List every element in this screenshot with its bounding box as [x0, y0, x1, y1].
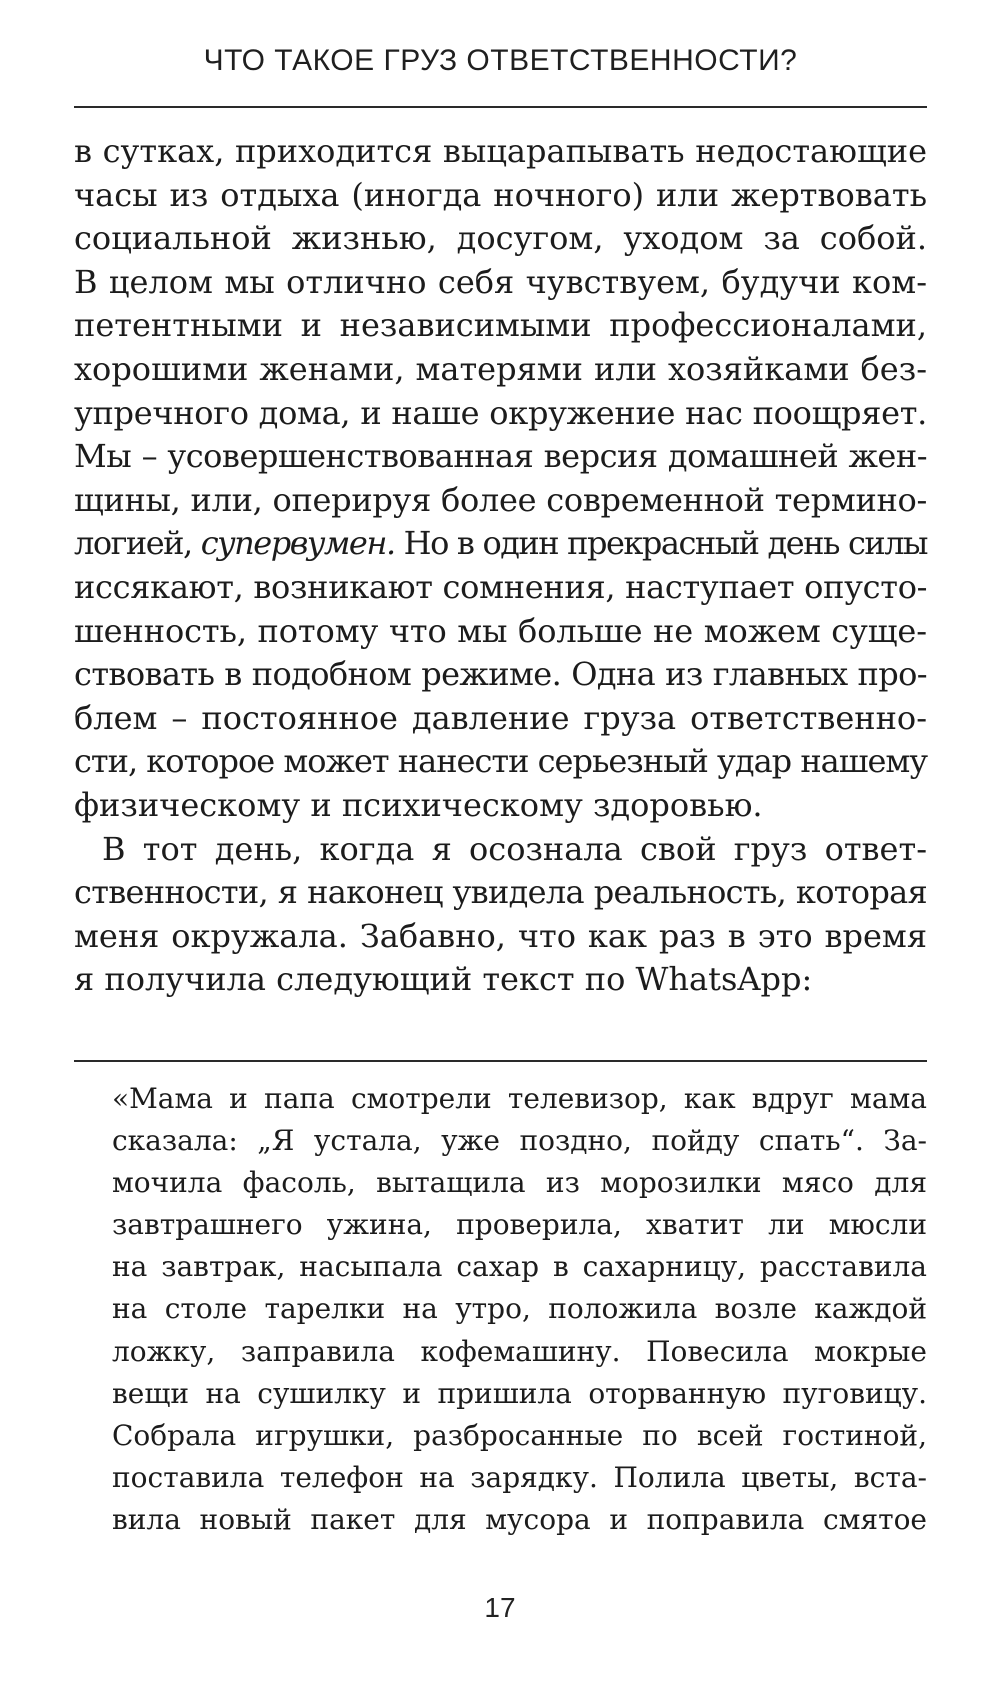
quoted-message: [112, 1078, 927, 1541]
quote-line: поставила телефон на зарядку. Полила цветы, вста-: [112, 1460, 927, 1494]
section-rule: [74, 1060, 927, 1062]
text-line: сти, которое может нанести серьезный удар нашему: [74, 742, 928, 781]
text-line: щины, или, оперируя более современной термино-: [74, 480, 927, 519]
text-line: шенность, потому что мы больше не можем суще-: [74, 611, 927, 650]
text-line: физическому и психическому здоровью.: [74, 785, 763, 824]
text-line: меня окружала. Забавно, что как раз в это время: [74, 916, 927, 955]
text-line: часы из отдыха (иногда ночного) или жертвовать: [74, 175, 927, 214]
text-line: ствовать в подобном режиме. Одна из главных про-: [74, 655, 927, 694]
quote-line: Собрала игрушки, разбросанные по всей гостиной,: [112, 1418, 927, 1452]
text-line: ственности, я наконец увидела реальность, которая: [74, 873, 927, 912]
quote-line: ложку, заправила кофемашину. Повесила мокрые: [112, 1334, 927, 1368]
text-line: социальной жизнью, досугом, уходом за собой.: [74, 219, 927, 258]
quote-line: на завтрак, насыпала сахар в сахарницу, расставила: [112, 1250, 927, 1284]
text-line-with-italic: [74, 522, 927, 566]
running-title: ЧТО ТАКОЕ ГРУЗ ОТВЕТСТВЕННОСТИ?: [203, 44, 798, 77]
quote-line: вещи на сушилку и пришила оторванную пуговицу.: [112, 1376, 927, 1410]
text-line: Мы – усовершенствованная версия домашней жен-: [74, 437, 927, 476]
text-line: в сутках, приходится выцарапывать недостающие: [74, 132, 927, 170]
text-segment: логией,: [74, 524, 192, 563]
text-line: я получила следующий текст по WhatsApp:: [74, 960, 813, 999]
text-line: В целом мы отлично себя чувствуем, будучи ком-: [74, 262, 927, 301]
quote-line: сказала: „Я устала, уже поздно, пойду спать“. За-: [112, 1124, 927, 1158]
main-text: [74, 130, 927, 1002]
quote-line: мочила фасоль, вытащила из морозилки мясо для: [112, 1166, 927, 1200]
text-line: блем – постоянное давление груза ответственно-: [74, 698, 927, 737]
page-number: 17: [484, 1592, 516, 1623]
quote-line: «Мама и папа смотрели телевизор, как вдруг мама: [112, 1082, 927, 1115]
italic-term: супервумен.: [200, 524, 395, 563]
text-line: хорошими женами, матерями или хозяйками без-: [74, 349, 927, 388]
quote-line: вила новый пакет для мусора и поправила смятое: [112, 1502, 927, 1536]
text-line: упречного дома, и наше окружение нас поощряет.: [74, 393, 927, 432]
quote-line: завтрашнего ужина, проверила, хватит ли мюсли: [112, 1208, 927, 1242]
text-line: иссякают, возникают сомнения, наступает опусто-: [74, 567, 928, 606]
text-line: петентными и независимыми профессионалами,: [74, 306, 927, 345]
quote-line: на столе тарелки на утро, положила возле каждой: [112, 1292, 927, 1326]
text-line: В тот день, когда я осознала свой груз ответ-: [102, 829, 927, 868]
header-rule: [74, 106, 927, 108]
text-segment: Но в один прекрасный день силы: [403, 524, 928, 563]
